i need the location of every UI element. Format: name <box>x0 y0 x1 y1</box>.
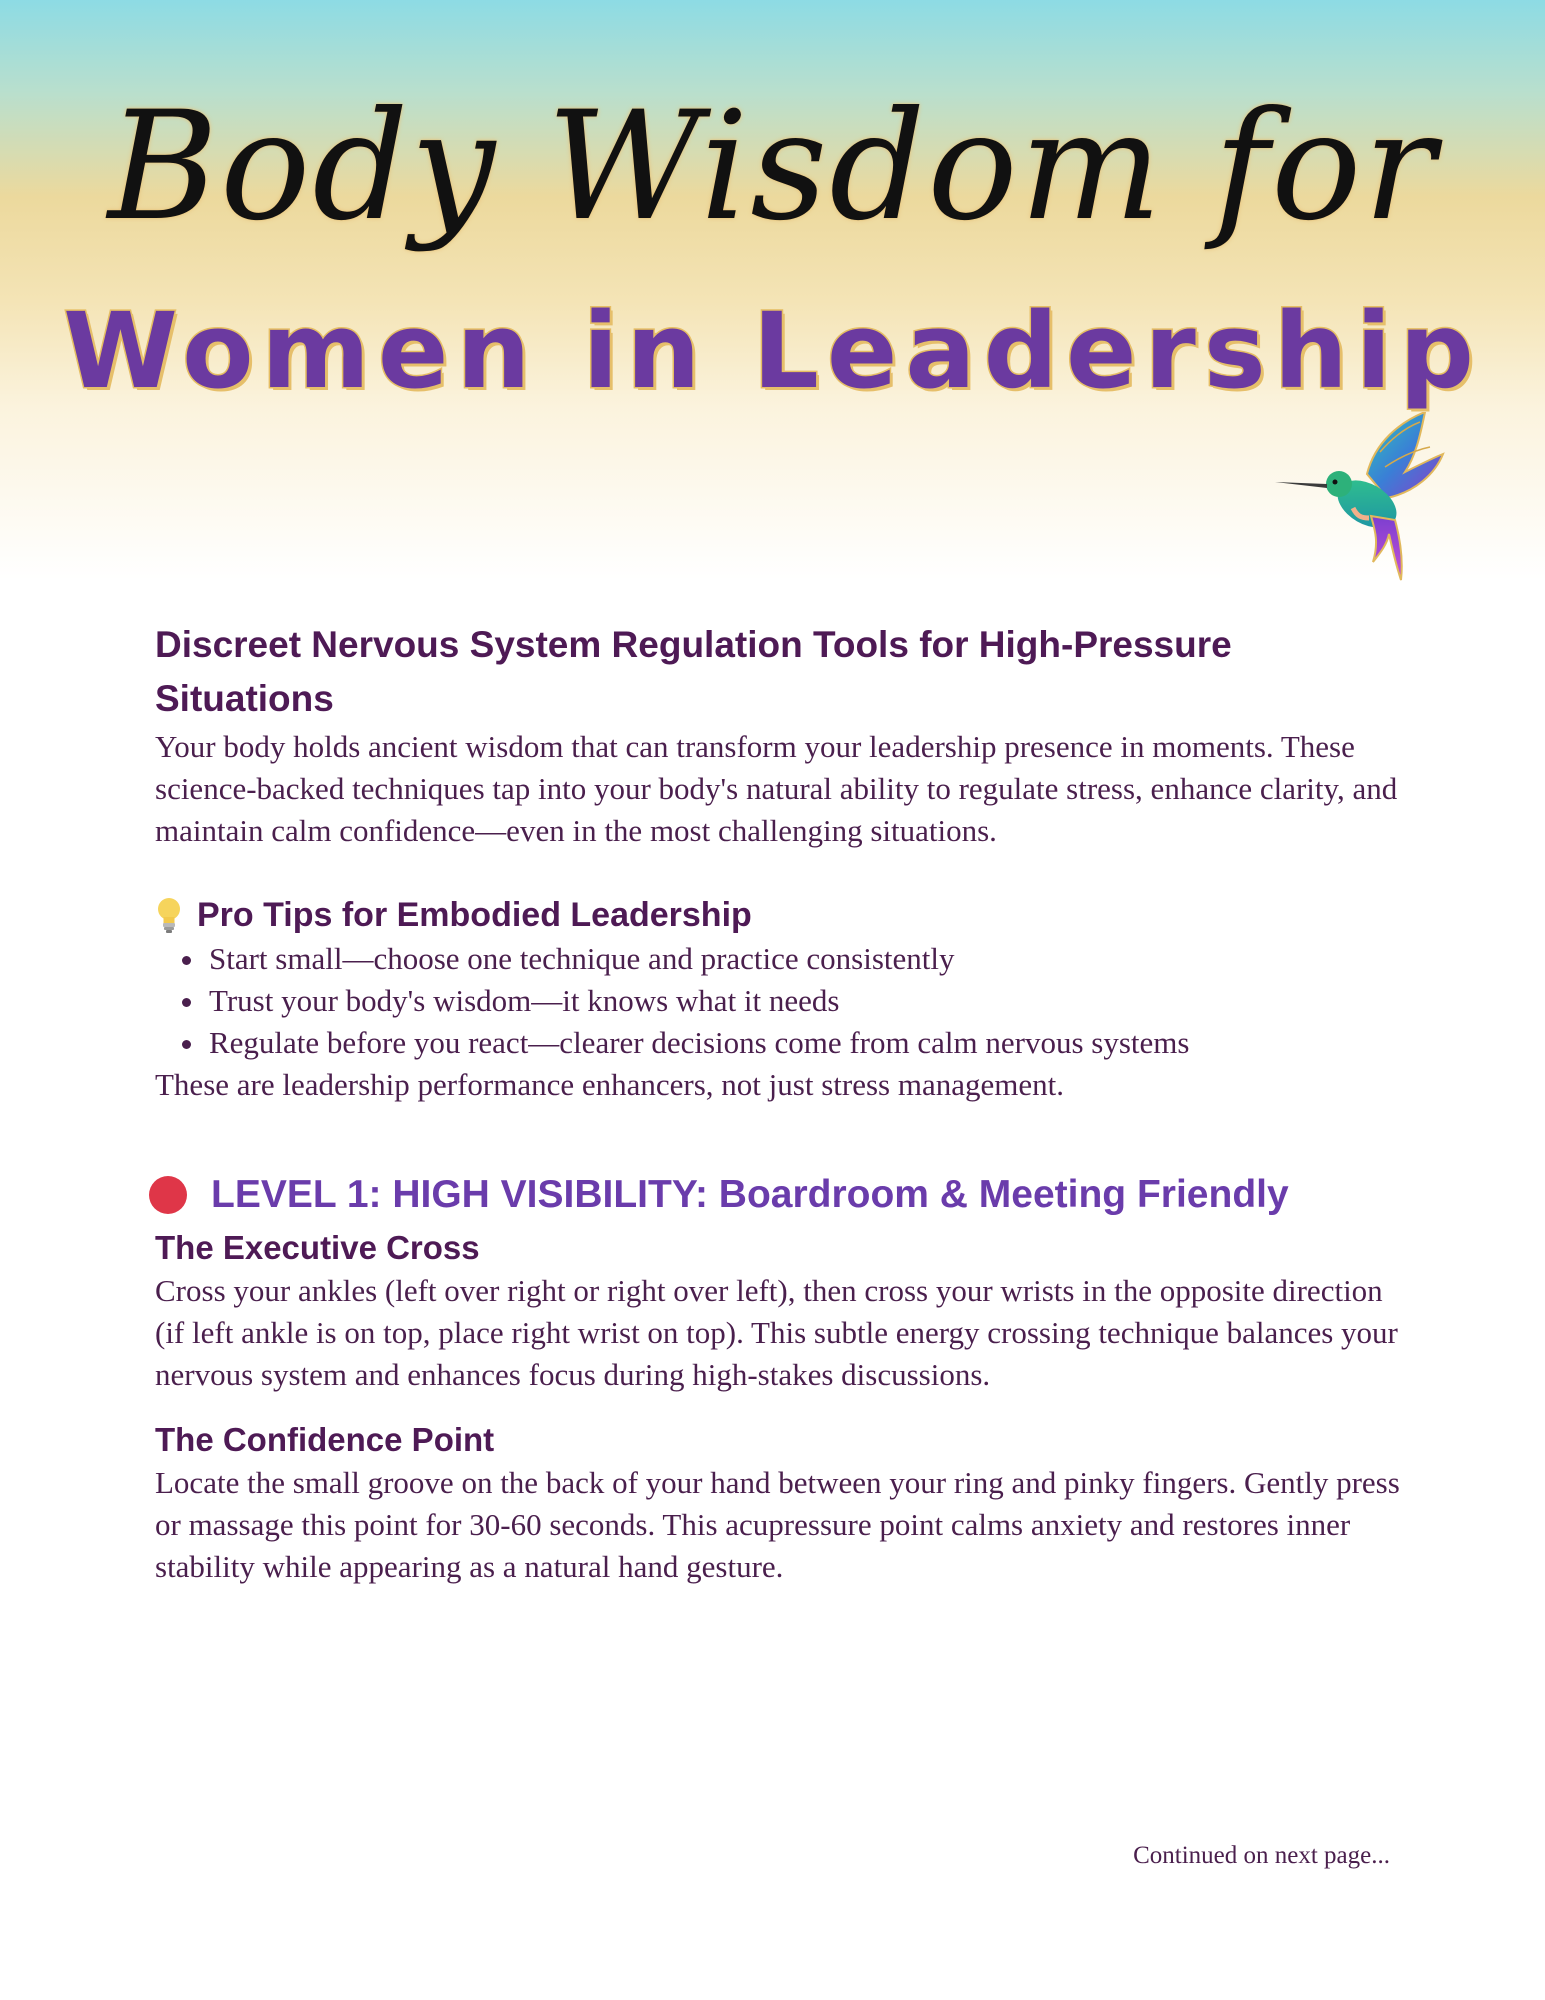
hummingbird-icon <box>1275 412 1445 584</box>
tips-list <box>155 938 1400 1064</box>
closing-statement: These are leadership performance enhancers, not just stress management. <box>155 1067 1064 1102</box>
tip-item: • Trust your body's wisdom—it knows what it needs <box>207 980 1400 1022</box>
technique-body: Cross your ankles (left over right or right over left), then cross your wrists in the opposite direction (if left ankle is on top, place right wrist on top). This subtle energy crossing technique balances your nervous system and enhances focus during high-stakes discussions. <box>155 1273 1398 1392</box>
level-1-heading <box>149 1168 1400 1222</box>
red-circle-icon <box>149 1176 187 1214</box>
header-banner <box>0 0 1545 580</box>
main-title: Women in Leadership <box>63 290 1482 412</box>
section-heading: Discreet Nervous System Regulation Tools for High-Pressure Situations <box>155 624 1232 719</box>
tip-item: • Regulate before you react—clearer decisions come from calm nervous systems <box>207 1022 1400 1064</box>
script-title: Body Wisdom for <box>107 80 1438 254</box>
technique-title: The Confidence Point <box>155 1421 495 1458</box>
tip-item: • Start small—choose one technique and practice consistently <box>207 938 1400 980</box>
main-content <box>155 618 1400 1588</box>
tips-heading-label: Pro Tips for Embodied Leadership <box>197 896 752 934</box>
tips-heading <box>155 892 1400 938</box>
continued-note: Continued on next page... <box>1133 1842 1390 1869</box>
lightbulb-icon <box>155 896 183 934</box>
technique-title: The Executive Cross <box>155 1229 480 1266</box>
technique-body: Locate the small groove on the back of your hand between your ring and pinky fingers. Gently press or massage this point for 30-60 seconds. This acupressure point calms anxiety and restores inner stability while appearing as a natural hand gesture. <box>155 1465 1400 1584</box>
intro-paragraph: Your body holds ancient wisdom that can transform your leadership presence in moments. These science-backed techniques tap into your body's natural ability to regulate stress, enhance clarity, and maintain calm confidence—even in the most challenging situations. <box>155 729 1398 848</box>
level-1-heading-label: LEVEL 1: HIGH VISIBILITY: Boardroom & Meeting Friendly <box>211 1173 1289 1216</box>
